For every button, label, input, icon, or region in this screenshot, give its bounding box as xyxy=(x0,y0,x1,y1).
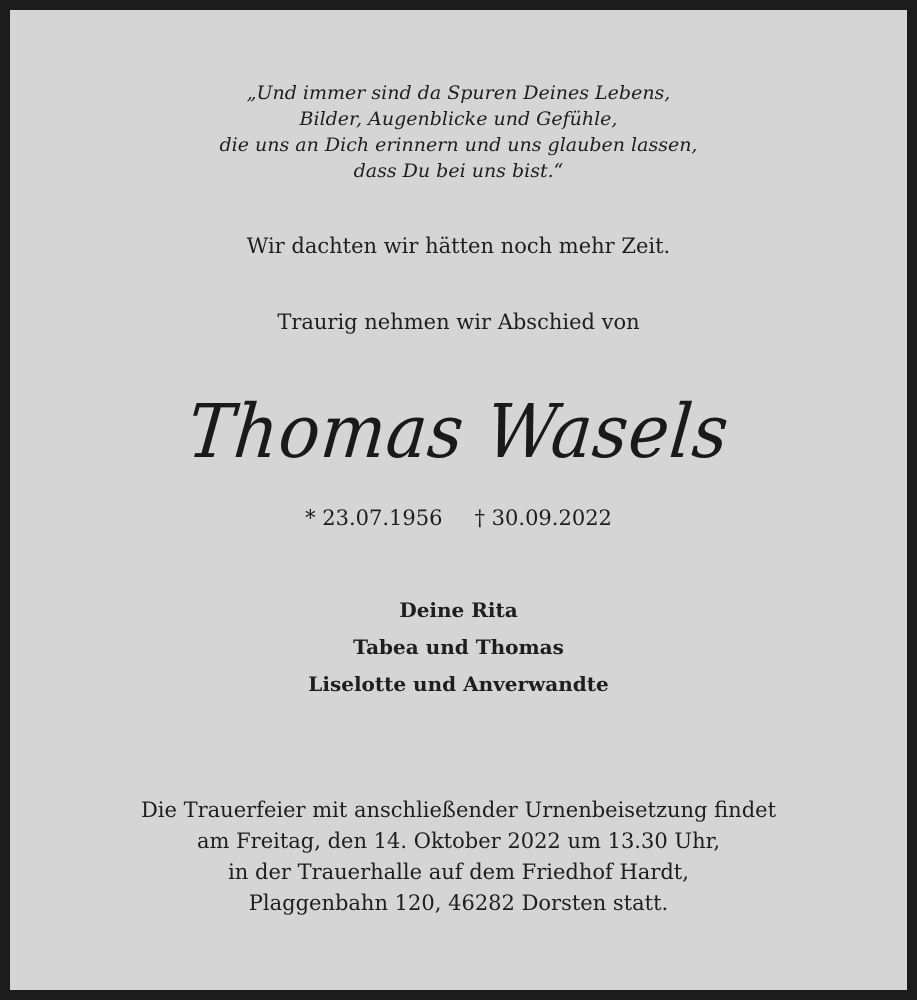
service-line: Die Trauerfeier mit anschließender Urnenbeisetzung findet xyxy=(140,798,777,822)
service-line: Plaggenbahn 120, 46282 Dorsten statt. xyxy=(248,891,669,915)
poem-line: „Und immer sind da Spuren Deines Lebens, xyxy=(246,82,671,104)
service-line: am Freitag, den 14. Oktober 2022 um 13.30 Uhr, xyxy=(196,829,721,853)
mourner-line: Deine Rita xyxy=(399,598,518,622)
poem-line: Bilder, Augenblicke und Gefühle, xyxy=(299,108,618,130)
thought-line: Wir dachten wir hätten noch mehr Zeit. xyxy=(246,234,671,258)
poem-line: dass Du bei uns bist.“ xyxy=(353,160,564,182)
poem-quote xyxy=(10,80,907,184)
obituary-notice xyxy=(10,10,907,990)
mourner-line: Tabea und Thomas xyxy=(353,635,564,659)
death-date: † 30.09.2022 xyxy=(474,506,612,530)
funeral-service-info xyxy=(10,795,907,919)
poem-line: die uns an Dich erinnern und uns glauben lassen, xyxy=(219,134,698,156)
service-line: in der Trauerhalle auf dem Friedhof Hardt, xyxy=(228,860,689,884)
life-dates xyxy=(10,504,907,532)
deceased-name: Thomas Wasels xyxy=(184,389,733,475)
birth-date: * 23.07.1956 xyxy=(305,506,443,530)
mourners-list xyxy=(10,592,907,703)
farewell-line: Traurig nehmen wir Abschied von xyxy=(277,310,640,334)
mourner-line: Liselotte und Anverwandte xyxy=(308,672,609,696)
